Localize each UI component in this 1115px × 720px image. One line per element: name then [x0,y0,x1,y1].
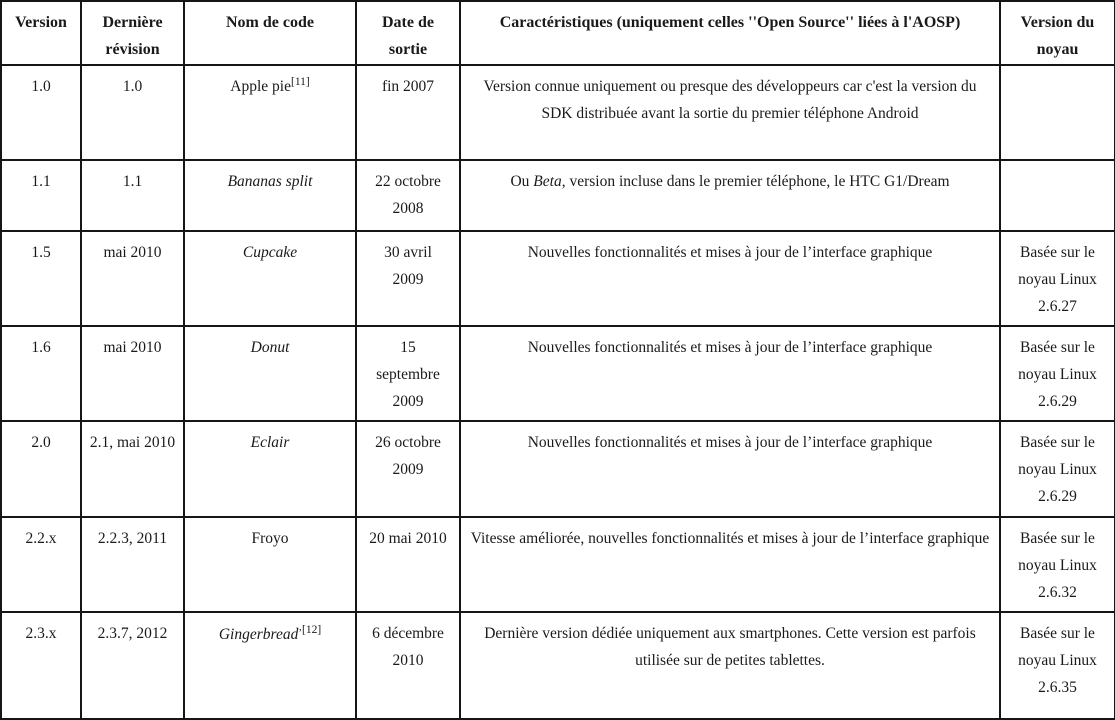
table-row-1.6 [1,326,1115,421]
column-header-release-date: Date de sortie [356,1,460,65]
release-date-cell: fin 2007 [356,65,460,160]
revision-cell: mai 2010 [81,231,184,326]
codename-cell [184,160,356,231]
features-cell: Dernière version dédiée uniquement aux smartphones. Cette version est parfois utilisée sur de petites tablettes. [460,612,1000,719]
header-row [1,1,1115,65]
footnote-ref-icon: [12] [302,624,322,636]
kernel-cell: Basée sur le noyau Linux 2.6.29 [1000,421,1115,517]
table-row-2.3.x [1,612,1115,719]
column-header-revision: Dernière révision [81,1,184,65]
codename-text: Cupcake [242,244,298,261]
release-date-cell: 26 octobre 2009 [356,421,460,517]
codename-cell [184,65,356,160]
codename-text: Donut [250,339,290,356]
codename-text: Froyo [251,530,289,547]
version-cell: 1.6 [1,326,81,421]
version-cell: 2.0 [1,421,81,517]
codename-cell [184,326,356,421]
kernel-cell: Basée sur le noyau Linux 2.6.29 [1000,326,1115,421]
column-header-version: Version [1,1,81,65]
revision-cell: 2.3.7, 2012 [81,612,184,719]
table-row-1.5 [1,231,1115,326]
codename-text: Eclair [250,434,290,451]
release-date-cell: 30 avril 2009 [356,231,460,326]
table-row-2.0 [1,421,1115,517]
features-cell [460,160,1000,231]
table-body [1,65,1115,719]
codename-cell [184,612,356,719]
version-cell: 1.5 [1,231,81,326]
features-text: Ou [510,173,534,190]
release-date-cell: 20 mai 2010 [356,517,460,612]
version-cell: 1.1 [1,160,81,231]
features-cell: Nouvelles fonctionnalités et mises à jour de l’interface graphique [460,231,1000,326]
features-emphasis: Beta [533,173,562,190]
codename-text: Apple pie [230,78,291,95]
features-cell: Vitesse améliorée, nouvelles fonctionnalités et mises à jour de l’interface graphique [460,517,1000,612]
codename-mark: ’ [298,627,302,639]
version-cell: 2.3.x [1,612,81,719]
kernel-cell: Basée sur le noyau Linux 2.6.35 [1000,612,1115,719]
release-date-cell: 6 décembre 2010 [356,612,460,719]
kernel-cell [1000,65,1115,160]
revision-cell: 2.1, mai 2010 [81,421,184,517]
revision-cell: 2.2.3, 2011 [81,517,184,612]
column-header-kernel: Version du noyau [1000,1,1115,65]
features-cell: Nouvelles fonctionnalités et mises à jour de l’interface graphique [460,421,1000,517]
table-header [1,1,1115,65]
revision-cell: mai 2010 [81,326,184,421]
revision-cell: 1.0 [81,65,184,160]
version-cell: 2.2.x [1,517,81,612]
table-row-2.2.x [1,517,1115,612]
features-cell: Version connue uniquement ou presque des développeurs car c'est la version du SDK distribuée avant la sortie du premier téléphone Android [460,65,1000,160]
version-cell: 1.0 [1,65,81,160]
table-row-1.0 [1,65,1115,160]
release-date-cell: 22 octobre 2008 [356,160,460,231]
column-header-features: Caractéristiques (uniquement celles ''Open Source'' liées à l'AOSP) [460,1,1000,65]
codename-cell [184,421,356,517]
footnote-ref-icon: [11] [290,76,310,88]
release-date-cell: 15 septembre 2009 [356,326,460,421]
codename-cell [184,517,356,612]
kernel-cell: Basée sur le noyau Linux 2.6.32 [1000,517,1115,612]
revision-cell: 1.1 [81,160,184,231]
table-row-1.1 [1,160,1115,231]
column-header-codename: Nom de code [184,1,356,65]
kernel-cell: Basée sur le noyau Linux 2.6.27 [1000,231,1115,326]
features-text: , version incluse dans le premier téléphone, le HTC G1/Dream [561,173,950,190]
codename-text: Gingerbread [218,626,299,643]
features-cell: Nouvelles fonctionnalités et mises à jour de l’interface graphique [460,326,1000,421]
kernel-cell [1000,160,1115,231]
codename-cell [184,231,356,326]
codename-text: Bananas split [227,173,313,190]
